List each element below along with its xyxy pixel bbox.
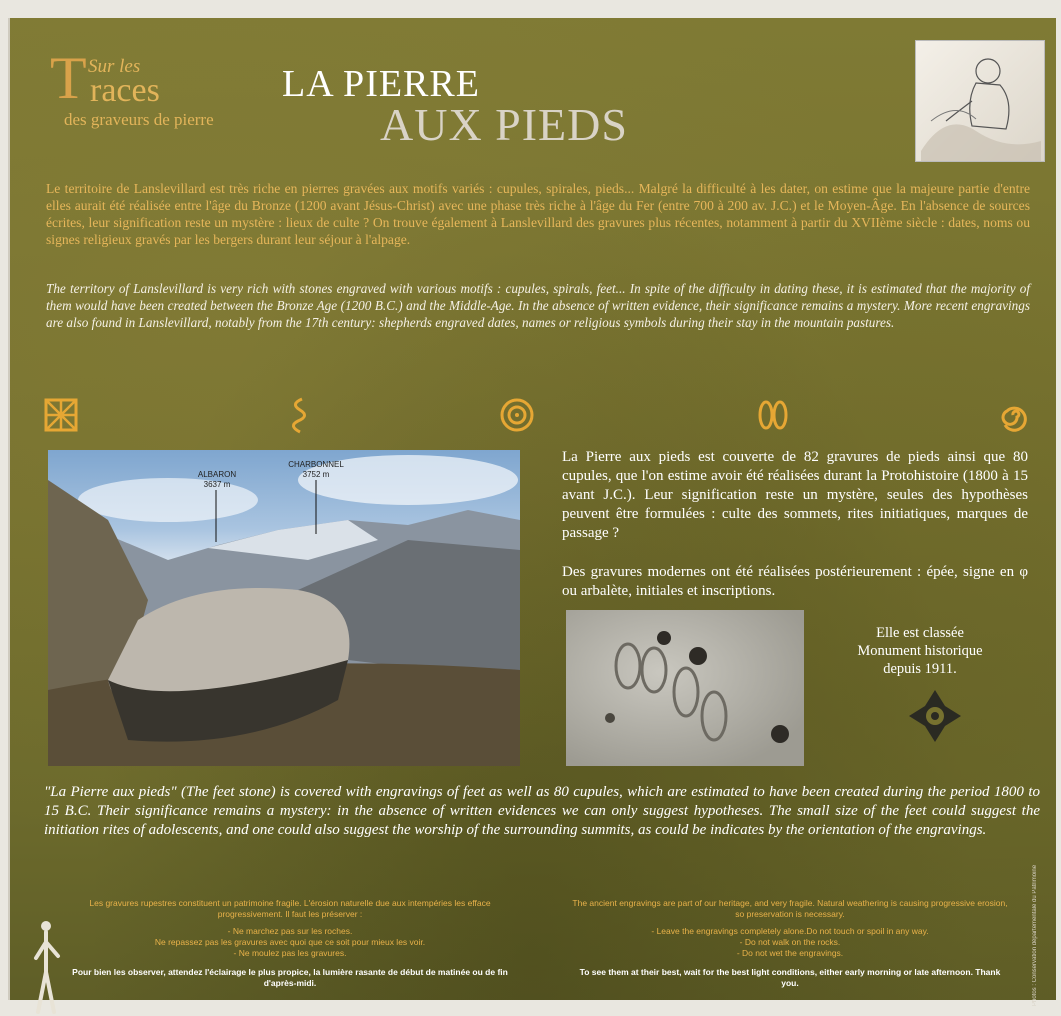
grid-symbol-icon: [42, 396, 80, 434]
classification-line-1: Elle est classée: [876, 625, 964, 641]
logo: [50, 45, 214, 138]
logo-initial: T: [50, 45, 87, 111]
classification-line-3: depuis 1911.: [883, 661, 957, 677]
classification-note: [840, 624, 1000, 678]
charbonnel-name: CHARBONNEL: [288, 460, 344, 469]
concentric-circles-icon: [498, 396, 536, 434]
footer-french-rule-3: - Ne moulez pas les gravures.: [233, 948, 347, 958]
footer-english-warning: The ancient engravings are part of our heritage, and very fragile. Natural weathering is causing progressive erosion, so preservation is necessary.: [572, 898, 1008, 919]
feet-symbol-icon: [754, 396, 792, 434]
albaron-altitude: 3637 m: [203, 480, 231, 489]
intro-text-french: Le territoire de Lanslevillard est très riche en pierres gravées aux motifs variés : cupules, spirales, pieds... Malgré la difficulté à les dater, on estime que la majeure partie d'entre elles aurait été réalisée entre l'âge du Bronze (1200 avant Jésus-Christ) avec une phase très riche à l'âge du Fer (entre 700 à 200 av. J.C.) et le Moyen-Âge. En l'absence de sources écrites, leur signification reste un mystère : lieux de culte ? On trouve également à Lanslevillard des gravures plus récentes, notamment à partir du XVIIème siècle : dates, noms ou signes religieux gravés par les bergers durant leur séjour à l'alpage.: [46, 181, 1030, 247]
serpent-symbol-icon: [280, 396, 318, 434]
footer-english-rule-2: - Do not walk on the rocks.: [739, 937, 841, 947]
description-french-1: La Pierre aux pieds est couverte de 82 gravures de pieds ainsi que 80 cupules, que l'on estime avoir été réalisées durant la Protohistoire (1800 à 15 avant J.C.). Leur signification reste un mystère, seules des hypothèses peuvent être formulées : culte des sommets, rites initiatiques, marques de passage ?: [562, 449, 1028, 541]
title-line-1: LA PIERRE: [282, 63, 480, 105]
charbonnel-label: [286, 460, 346, 480]
spiral-symbol-icon: [994, 396, 1032, 434]
footer-english-tip: To see them at their best, wait for the best light conditions, either early morning or late afternoon. Thank you.: [579, 967, 1001, 988]
classification-line-2: Monument historique: [857, 643, 983, 659]
logo-traces: races: [90, 72, 160, 109]
footer-french-tip: Pour bien les observer, attendez l'éclairage le plus propice, la lumière rasante de début de matinée ou de fin d'après-midi.: [72, 967, 508, 988]
title-line-2: AUX PIEDS: [380, 99, 628, 150]
albaron-name: ALBARON: [197, 470, 237, 479]
footer-french-rule-1: - Ne marchez pas sur les roches.: [227, 926, 353, 936]
intro-text-english: The territory of Lanslevillard is very rich with stones engraved with various motifs : cupules, spirals, feet... In spite of the difficulty in dating these, it is estimated that the majority of them would have been created between the Bronze Age (1200 B.C.) and the Middle-Age. In the absence of written evidence, their significance remains a mystery. More recent engravings are also found in Lanslevillard, notably from the 17th century: shepherds engraved dates, names or religious symbols during their stay in the mountain pastures.: [46, 281, 1030, 330]
logo-sur-les: Sur les: [88, 56, 141, 77]
sketch-engraver-illustration: [915, 40, 1045, 162]
footer-english: [570, 898, 1010, 989]
footer-french-rule-2: Ne repassez pas les gravures avec quoi que ce soit pour mieux les voir.: [154, 937, 426, 947]
description-french-2: Des gravures modernes ont été réalisées postérieurement : épée, signe en φ ou arbalète, initiales et inscriptions.: [562, 564, 1028, 599]
footer-french: [70, 898, 510, 989]
photo-credit: Photos : Conservation départementale du Patrimoine: [1032, 864, 1038, 1006]
charbonnel-altitude: 3752 m: [302, 470, 330, 479]
footer-english-rule-3: - Do not wet the engravings.: [736, 948, 844, 958]
albaron-label: [196, 470, 238, 490]
monument-historique-emblem-icon: [905, 686, 965, 746]
information-panel: [8, 18, 1056, 1006]
footer-french-warning: Les gravures rupestres constituent un patrimoine fragile. L'érosion naturelle due aux intempéries les efface progressivement. Il faut les préserver :: [89, 898, 491, 919]
logo-subtitle: des graveurs de pierre: [64, 110, 214, 129]
description-english: "La Pierre aux pieds" (The feet stone) is covered with engravings of feet as well as 80 cupules, which are estimated to have been created during the period 1800 to 15 B.C. Their significance remains a mystery: in the absence of written evidences we can only suggest hypotheses. The small size of the feet could suggest the initiation rites of adolescents, and one could also suggest the worship of the surrounding summits, as could be indicates by the orientation of the engravings.: [44, 784, 1040, 838]
engraved-feet-photo: [566, 610, 804, 766]
mountain-stone-photo: [48, 450, 520, 766]
prehistoric-figure-icon: [32, 918, 62, 1016]
footer-english-rule-1: - Leave the engravings completely alone.Do not touch or spoil in any way.: [651, 926, 929, 936]
